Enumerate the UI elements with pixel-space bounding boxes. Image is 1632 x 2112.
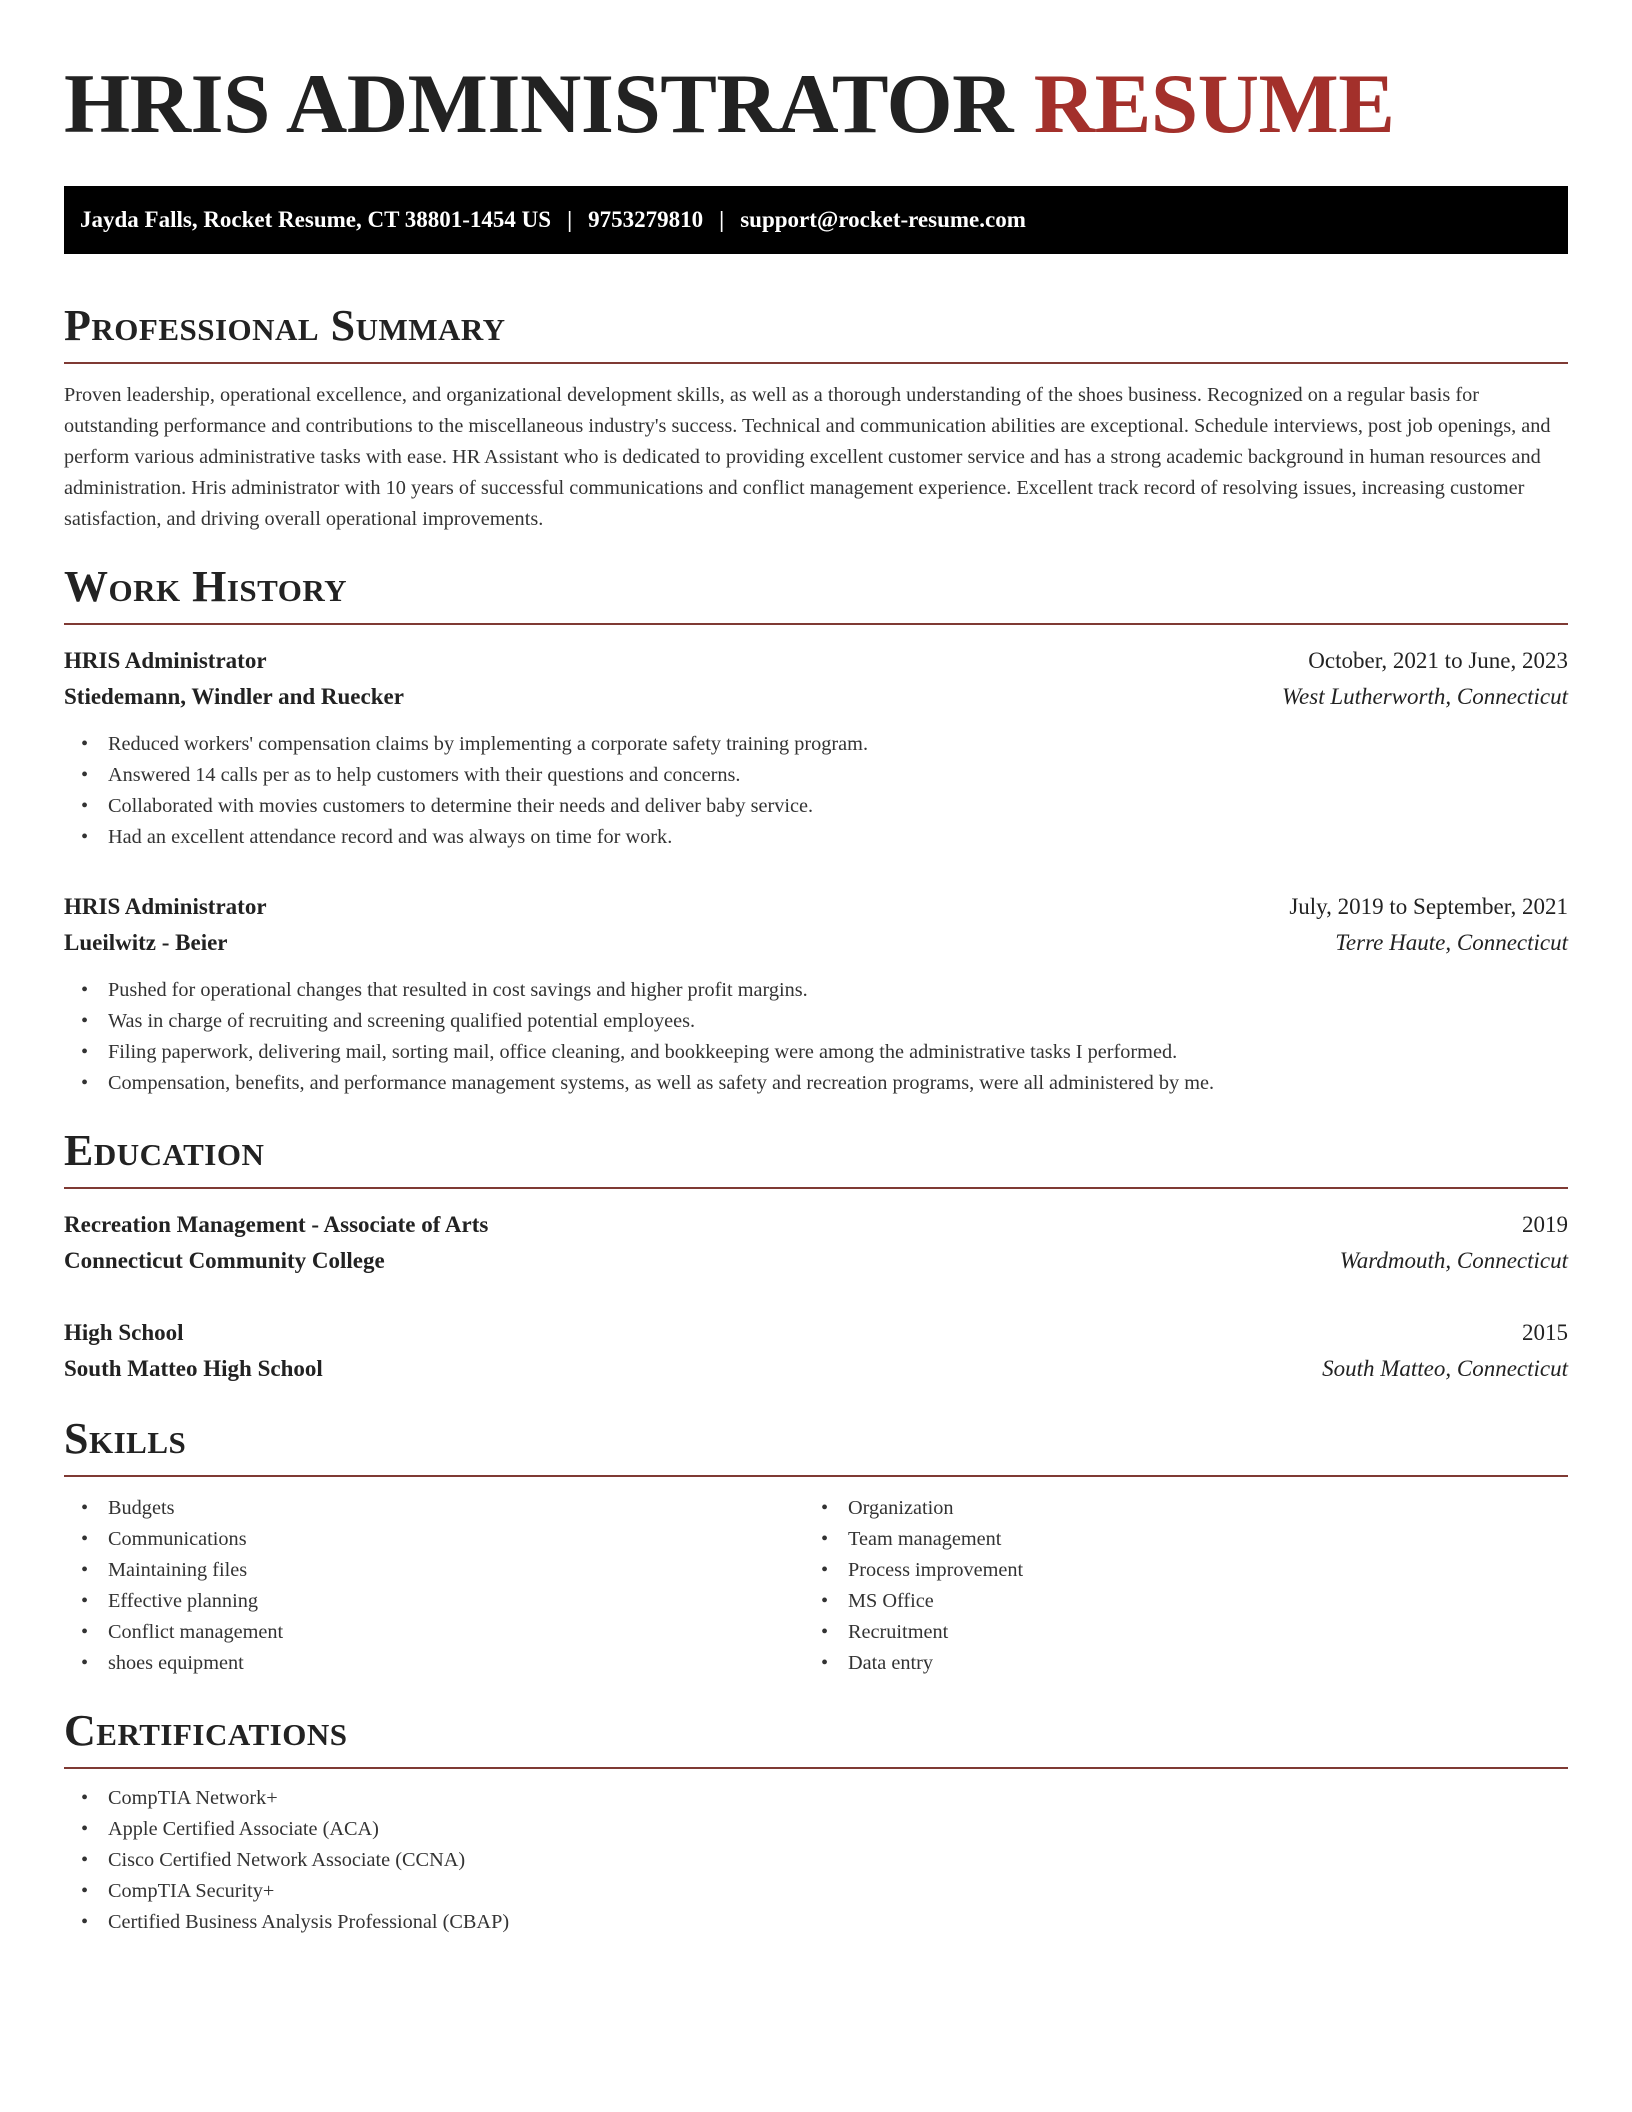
job-bullet: • Filing paperwork, delivering mail, sorting mail, office cleaning, and bookkeeping were among the administrative tasks I performed. (64, 1037, 1568, 1068)
skill-item: • Conflict management (64, 1617, 804, 1648)
job-company: Lueilwitz - Beier (64, 930, 228, 955)
skill-item: • Recruitment (804, 1617, 1544, 1648)
education-section (64, 1125, 1568, 1387)
education-heading: Education (64, 1125, 1568, 1189)
certifications-list (64, 1783, 1568, 1938)
contact-bar (64, 186, 1568, 254)
job-location: Terre Haute, Connecticut (1335, 930, 1568, 955)
job-dates: October, 2021 to June, 2023 (1308, 648, 1568, 673)
job-bullet: • Had an excellent attendance record and was always on time for work. (64, 822, 1568, 853)
skill-item: • shoes equipment (64, 1648, 804, 1679)
school-name: South Matteo High School (64, 1356, 323, 1381)
skill-item: • Team management (804, 1524, 1544, 1555)
degree-row (64, 1315, 1568, 1351)
summary-section (64, 300, 1568, 535)
contact-separator: | (719, 207, 725, 232)
job-bullets (64, 729, 1568, 853)
school-row (64, 1243, 1568, 1279)
skill-item: • Effective planning (64, 1586, 804, 1617)
job-company-row (64, 925, 1568, 961)
skill-item: • Data entry (804, 1648, 1544, 1679)
job-title-row (64, 889, 1568, 925)
job-company-row (64, 679, 1568, 715)
skill-item: • Process improvement (804, 1555, 1544, 1586)
title-main: HRIS ADMINISTRATOR (64, 57, 1014, 151)
job-bullet: • Pushed for operational changes that resulted in cost savings and higher profit margins. (64, 975, 1568, 1006)
job-bullet: • Was in charge of recruiting and screening qualified potential employees. (64, 1006, 1568, 1037)
job-title: HRIS Administrator (64, 648, 267, 673)
certification-item: • CompTIA Network+ (64, 1783, 1568, 1814)
school-location: South Matteo, Connecticut (1322, 1356, 1568, 1381)
school-location: Wardmouth, Connecticut (1339, 1248, 1568, 1273)
resume-title (64, 56, 1568, 152)
job-bullet: • Compensation, benefits, and performance management systems, as well as safety and recreation programs, were all administered by me. (64, 1068, 1568, 1099)
school-row (64, 1351, 1568, 1387)
title-accent: RESUME (1033, 57, 1395, 151)
skill-item: • Organization (804, 1493, 1544, 1524)
job-entry (64, 643, 1568, 853)
contact-email: support@rocket-resume.com (740, 207, 1026, 232)
degree-year: 2015 (1522, 1320, 1568, 1345)
skill-item: • Communications (64, 1524, 804, 1555)
job-location: West Lutherworth, Connecticut (1281, 684, 1568, 709)
skill-item: • Maintaining files (64, 1555, 804, 1586)
job-bullet: • Reduced workers' compensation claims by implementing a corporate safety training program. (64, 729, 1568, 760)
contact-separator: | (567, 207, 573, 232)
certification-item: • Apple Certified Associate (ACA) (64, 1814, 1568, 1845)
certification-item: • Certified Business Analysis Professional (CBAP) (64, 1907, 1568, 1938)
work-section (64, 561, 1568, 1099)
summary-text: Proven leadership, operational excellence, and organizational development skills, as well as a thorough understanding of the shoes business. Recognized on a regular basis for outstanding performance and contributions to the miscellaneous industry's success. Technical and communication abilities are exceptional. Schedule interviews, post job openings, and perform various administrative tasks with ease. HR Assistant who is dedicated to providing excellent customer service and has a strong academic background in human resources and administration. Hris administrator with 10 years of successful communications and conflict management experience. Excellent track record of resolving issues, increasing customer satisfaction, and driving overall operational improvements. (64, 384, 1551, 530)
school-name: Connecticut Community College (64, 1248, 385, 1273)
skills-section (64, 1413, 1568, 1679)
skills-list-left (64, 1493, 804, 1679)
education-entry (64, 1207, 1568, 1279)
contact-phone: 9753279810 (588, 207, 704, 232)
job-entry (64, 889, 1568, 1099)
certifications-section (64, 1705, 1568, 1938)
degree-name: Recreation Management - Associate of Arts (64, 1212, 489, 1237)
job-title-row (64, 643, 1568, 679)
certification-item: • CompTIA Security+ (64, 1876, 1568, 1907)
skill-item: • MS Office (804, 1586, 1544, 1617)
degree-name: High School (64, 1320, 184, 1345)
work-heading: Work History (64, 561, 1568, 625)
contact-address: Jayda Falls, Rocket Resume, CT 38801-1454 US (80, 207, 552, 232)
job-bullets (64, 975, 1568, 1099)
skills-list-right (804, 1493, 1544, 1679)
job-company: Stiedemann, Windler and Ruecker (64, 684, 404, 709)
certification-item: • Cisco Certified Network Associate (CCNA) (64, 1845, 1568, 1876)
skills-heading: Skills (64, 1413, 1568, 1477)
certifications-heading: Certifications (64, 1705, 1568, 1769)
skill-item: • Budgets (64, 1493, 804, 1524)
skills-grid (64, 1493, 1568, 1679)
summary-heading: Professional Summary (64, 300, 1568, 364)
job-bullet: • Collaborated with movies customers to determine their needs and deliver baby service. (64, 791, 1568, 822)
degree-row (64, 1207, 1568, 1243)
education-entry (64, 1315, 1568, 1387)
degree-year: 2019 (1522, 1212, 1568, 1237)
job-dates: July, 2019 to September, 2021 (1289, 894, 1568, 919)
job-bullet: • Answered 14 calls per as to help customers with their questions and concerns. (64, 760, 1568, 791)
job-title: HRIS Administrator (64, 894, 267, 919)
